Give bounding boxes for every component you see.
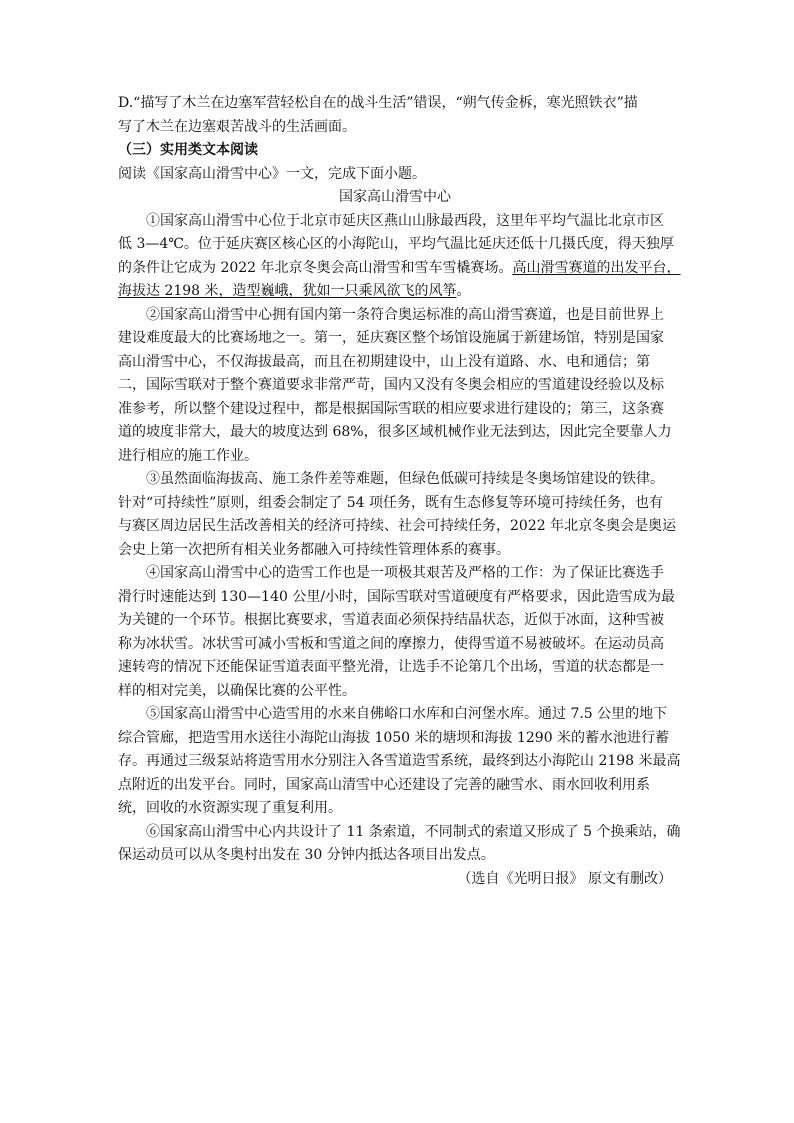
previous-answer (118, 92, 672, 139)
underlined-sentence: 海拔达 2198 米，造型巍峨，犹如一只乘风欲飞的风筝 (118, 283, 457, 299)
text-line: 滑行时速能达到 130—140 公里/小时，国际雪联对雪道硬度有严格要求，因此造雪成为最 (118, 588, 676, 605)
paragraph-4 (118, 562, 676, 703)
text-line: 与赛区周边居民生活改善相关的经济可持续、社会可持续任务，2022 年北京冬奥会是奥运 (118, 518, 677, 534)
text-segment: 的条件让它成为 2022 年北京冬奥会高山滑雪和雪车雪橇赛场。 (118, 259, 513, 276)
text-line: 综合管廊，把造雪用水送往小海陀山海拔 1050 米的塘坝和海拔 1290 米的蓄水池进行蓄 (118, 729, 670, 746)
text-line: ①国家高山滑雪中心位于北京市延庆区燕山山脉最西段，这里年平均气温比北京市区 (146, 212, 664, 229)
text-line: 道的坡度非常大，最大的坡度达到 68%，很多区域机械作业无法到达，因此完全要靠人力 (118, 424, 672, 440)
text-line: 统，回收的水资源实现了重复利用。 (118, 800, 342, 816)
source-citation: （选自《光明日报》 原文有删改） (457, 870, 672, 887)
text-line (118, 257, 681, 281)
document-page (118, 92, 681, 891)
text-line: 样的相对完美，以确保比赛的公平性。 (118, 682, 356, 699)
section-heading: （三）实用类文本阅读 (118, 142, 258, 158)
text-line: 为关键的一个环节。根据比赛要求，雪道表面必须保持结晶状态，近似于冰面，这种雪被 (118, 612, 664, 628)
text-segment: 。 (456, 283, 471, 299)
text-line: 保运动员可以从冬奥村出发在 30 分钟内抵达各项目出发点。 (118, 847, 495, 863)
text-line: ⑤国家高山滑雪中心造雪用的水来自佛峪口水库和白河堡水库。通过 7.5 公里的地下 (146, 706, 668, 722)
paragraph-1 (118, 210, 681, 304)
paragraph-2 (118, 304, 672, 469)
text-line: 二，国际雪联对于整个赛道要求非常严苛，国内又没有冬奥会相应的雪道建设经验以及标 (118, 377, 664, 393)
text-line: 准参考，所以整个建设过程中，都是根据国际雪联的相应要求进行建设的；第三，这条赛 (118, 400, 664, 417)
text-line: ②国家高山滑雪中心拥有国内第一条符合奥运标准的高山滑雪赛道，也是目前世界上 (146, 306, 664, 323)
text-line: 建设难度最大的比赛场地之一。第一，延庆赛区整个场馆设施属于新建场馆，特别是国家 (118, 330, 664, 346)
text-line: 速转弯的情况下还能保证雪道表面平整光滑，让选手不论第几个出场，雪道的状态都是一 (118, 659, 664, 675)
text-line: D.“描写了木兰在边塞军营轻松自在的战斗生活”错误，“朔气传金柝，寒光照铁衣”描 (118, 95, 638, 111)
text-line: 会史上第一次把所有相关业务都融入可持续性管理体系的赛事。 (118, 541, 510, 558)
text-line: 高山滑雪中心，不仅海拔最高，而且在初期建设中，山上没有道路、水、电和通信；第 (118, 353, 650, 370)
paragraph-3 (118, 468, 677, 562)
paragraph-6 (118, 821, 681, 868)
text-line: 写了木兰在边塞艰苦战斗的生活画面。 (118, 118, 356, 135)
text-line: 进行相应的施工作业。 (118, 447, 258, 464)
text-line: 针对“可持续性”原则，组委会制定了 54 项任务，既有生态修复等环境可持续任务，也有 (118, 494, 664, 511)
text-line: ④国家高山滑雪中心的造雪工作也是一项极其艰苦及严格的工作：为了保证比赛选手 (146, 565, 664, 581)
paragraph-5 (118, 703, 681, 821)
text-line: 低 3—4℃。位于延庆赛区核心区的小海陀山，平均气温比延庆还低十几摄氏度，得天独厚 (118, 236, 674, 252)
text-line (118, 280, 672, 304)
underlined-sentence: 高山滑雪赛道的出发平台， (512, 259, 681, 276)
text-line: 点附近的出发平台。同时，国家高山清雪中心还建设了完善的融雪水、雨水回收利用系 (118, 776, 650, 793)
text-line: ③虽然面临海拔高、施工条件差等难题，但绿色低碳可持续是冬奥场馆建设的铁律。 (146, 471, 664, 487)
text-line: ⑥国家高山滑雪中心内共设计了 11 条索道，不同制式的索道又形成了 5 个换乘站，确 (146, 823, 681, 840)
instruction: 阅读《国家高山滑雪中心》一文，完成下面小题。 (118, 165, 426, 182)
article-title: 国家高山滑雪中心 (339, 189, 451, 205)
text-line: 称为冰状雪。冰状雪可减小雪板和雪道之间的摩擦力，使得雪道不易被破坏。在运动员高 (118, 635, 664, 652)
text-line: 存。再通过三级泵站将造雪用水分别注入各雪道造雪系统，最终到达小海陀山 2198 米最高 (118, 753, 681, 769)
